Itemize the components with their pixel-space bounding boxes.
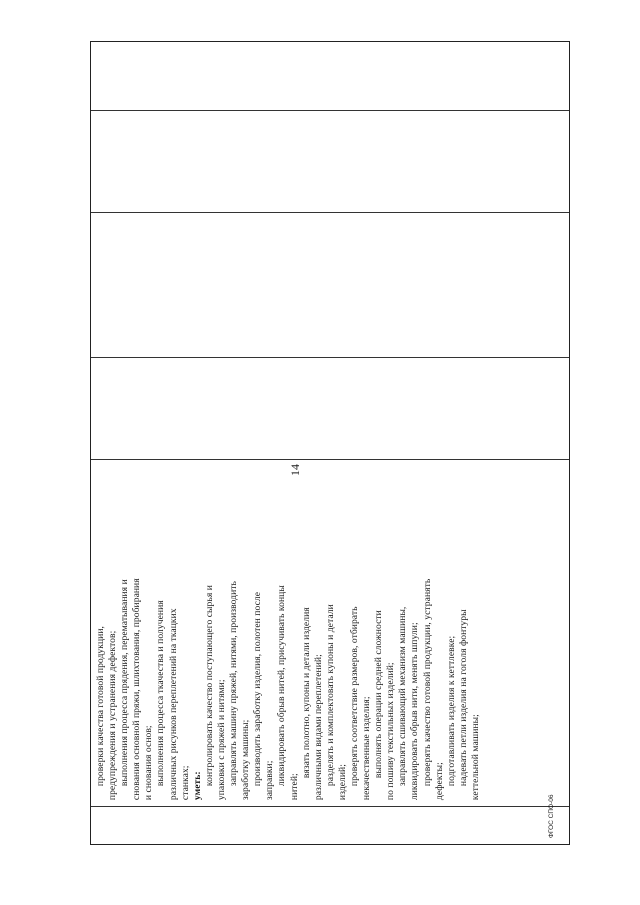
cell-text-line: выполнения процесса прядения, перематывания и <box>119 579 131 787</box>
footer-code: ФГОС СПО-06 <box>548 794 555 838</box>
cell-text-line: заправлять сшивающий механизм машины, <box>397 606 409 787</box>
cell-text-line: предупреждения и устранения дефектов; <box>107 630 119 801</box>
page-number: 14 <box>288 464 302 476</box>
cell-text-line: подготавливать изделия к кеттлевке; <box>445 635 457 787</box>
cell-text-line: проверять качество готовой продукции, устранять <box>421 578 433 787</box>
table <box>90 41 570 845</box>
cell-text-line: надевать петли изделия на гоголя фонтуры <box>457 609 469 787</box>
cell-text-line: заправлять машину пряжей, нитями, производить <box>228 581 240 787</box>
cell-text-line: вязать полотно, купоны и детали изделия <box>300 607 312 779</box>
cell-text-line: станках; <box>179 765 191 801</box>
cell-text-line: заправки; <box>264 760 276 801</box>
cell-text-line: выполнения процесса ткачества и получения <box>155 600 167 787</box>
table-cell-empty <box>91 357 569 459</box>
cell-text-line: выполнять операции средней сложности <box>373 610 385 779</box>
cell-text-line: ликвидировать обрыв нити, менять шпули; <box>409 622 421 801</box>
cell-text-line: изделий; <box>336 764 348 801</box>
cell-text-line: ликвидировать обрыв нитей, присучивать концы <box>276 585 288 787</box>
cell-text-line: различными видами переплетений; <box>312 654 324 801</box>
table-cell-competencies <box>91 459 569 806</box>
cell-text-line: заработку машины; <box>240 719 252 801</box>
cell-text-line: различных рисунков переплетений на ткацких <box>167 608 179 801</box>
table-cell-index <box>91 806 569 844</box>
cell-text-line: контролировать качество поступающего сырья и <box>203 585 215 787</box>
table-cell-empty <box>91 212 569 358</box>
cell-text-line: нитей; <box>288 773 300 801</box>
cell-text-line: проверять соответствие размеров, отбирать <box>348 606 360 787</box>
cell-text-line: разделять и комплектовать купоны и детали <box>324 604 336 787</box>
rotated-content <box>90 39 572 845</box>
cell-text-line: дефекты; <box>433 762 445 801</box>
cell-text-line: и снования основ; <box>143 725 155 801</box>
cell-text-line: снования основной пряжи, шлихтования, пробирания <box>131 578 143 801</box>
cell-text-line: производить заработку изделия, полотен после <box>252 591 264 787</box>
table-cell-empty <box>91 42 569 110</box>
cell-text-line: по пошиву текстильных изделий; <box>385 662 397 801</box>
cell-text-line: упаковки с пряжей и нитями; <box>215 679 227 801</box>
cell-text-line: кеттельной машины; <box>469 714 481 801</box>
cell-text-line: проверки качества готовой продукции, <box>95 626 106 787</box>
table-cell-empty <box>91 110 569 212</box>
cell-text-line: уметь: <box>191 771 203 801</box>
cell-text-line: некачественные изделия; <box>361 696 373 801</box>
